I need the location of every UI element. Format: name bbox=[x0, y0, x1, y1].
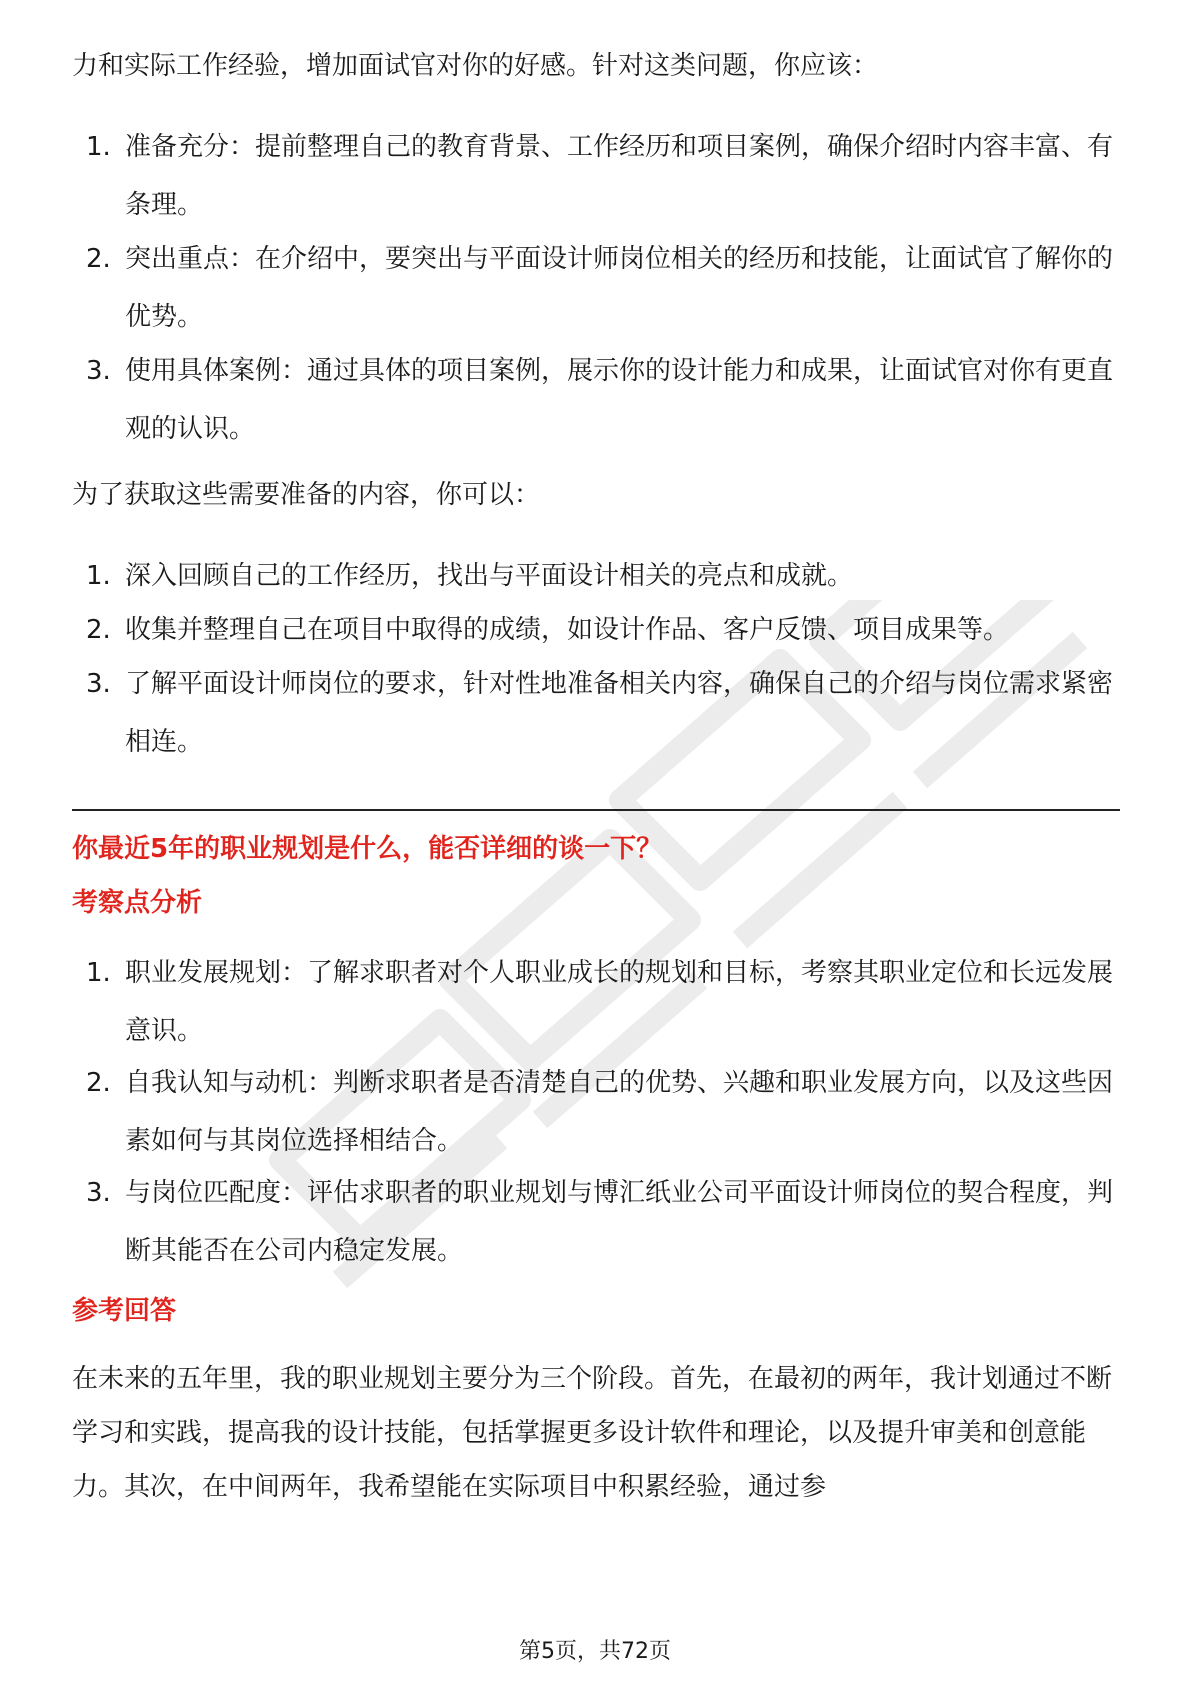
list-item bbox=[72, 1054, 1120, 1170]
analysis-list bbox=[72, 944, 1120, 1280]
answer-heading: 参考回答 bbox=[72, 1296, 177, 1326]
list-item bbox=[72, 944, 1120, 1060]
list-item-text: 自我认知与动机：判断求职者是否清楚自己的优势、兴趣和职业发展方向，以及这些因素如何与其岗位选择相结合。 bbox=[125, 1068, 1114, 1156]
list-item bbox=[72, 118, 1120, 234]
list-item-text: 突出重点：在介绍中，要突出与平面设计师岗位相关的经历和技能，让面试官了解你的优势。 bbox=[125, 244, 1114, 332]
list-item-text: 使用具体案例：通过具体的项目案例，展示你的设计能力和成果，让面试官对你有更直观的认识。 bbox=[125, 356, 1114, 444]
list-number: 2. bbox=[86, 615, 111, 645]
intro-paragraph: 力和实际工作经验，增加面试官对你的好感。针对这类问题，你应该： bbox=[72, 51, 879, 81]
list-item bbox=[72, 230, 1120, 346]
list-number: 1. bbox=[86, 132, 111, 162]
question-heading: 你最近5年的职业规划是什么，能否详细的谈一下？ bbox=[72, 834, 663, 864]
list-item bbox=[72, 601, 1120, 655]
list-item-text: 了解平面设计师岗位的要求，针对性地准备相关内容，确保自己的介绍与岗位需求紧密相连。 bbox=[125, 669, 1114, 757]
list-number: 1. bbox=[86, 958, 111, 988]
analysis-heading: 考察点分析 bbox=[72, 888, 203, 918]
list-item-text: 准备充分：提前整理自己的教育背景、工作经历和项目案例，确保介绍时内容丰富、有条理。 bbox=[125, 132, 1114, 220]
prep-advice-list bbox=[72, 118, 1120, 458]
content-gathering-list bbox=[72, 547, 1120, 771]
list-item-text: 职业发展规划：了解求职者对个人职业成长的规划和目标，考察其职业定位和长远发展意识。 bbox=[125, 958, 1114, 1046]
list-item-text: 深入回顾自己的工作经历，找出与平面设计相关的亮点和成就。 bbox=[125, 561, 854, 591]
list-item-text: 收集并整理自己在项目中取得的成绩，如设计作品、客户反馈、项目成果等。 bbox=[125, 615, 1010, 645]
list-item bbox=[72, 342, 1120, 458]
page-footer: 第5页，共72页 bbox=[519, 1639, 671, 1664]
list-number: 3. bbox=[86, 1178, 111, 1208]
list-item-text: 与岗位匹配度：评估求职者的职业规划与博汇纸业公司平面设计师岗位的契合程度，判断其能否在公司内稳定发展。 bbox=[125, 1178, 1114, 1266]
prep-paragraph: 为了获取这些需要准备的内容，你可以： bbox=[72, 480, 541, 510]
answer-paragraph: 在未来的五年里，我的职业规划主要分为三个阶段。首先，在最初的两年，我计划通过不断学习和实践，提高我的设计技能，包括掌握更多设计软件和理论，以及提升审美和创意能力。其次，在中间两年，我希望能在实际项目中积累经验，通过参 bbox=[72, 1364, 1113, 1502]
list-item bbox=[72, 1164, 1120, 1280]
list-number: 2. bbox=[86, 1068, 111, 1098]
list-number: 1. bbox=[86, 561, 111, 591]
list-number: 3. bbox=[86, 669, 111, 699]
list-number: 3. bbox=[86, 356, 111, 386]
list-item bbox=[72, 547, 1120, 601]
list-item bbox=[72, 655, 1120, 771]
section-divider bbox=[72, 809, 1120, 811]
list-number: 2. bbox=[86, 244, 111, 274]
